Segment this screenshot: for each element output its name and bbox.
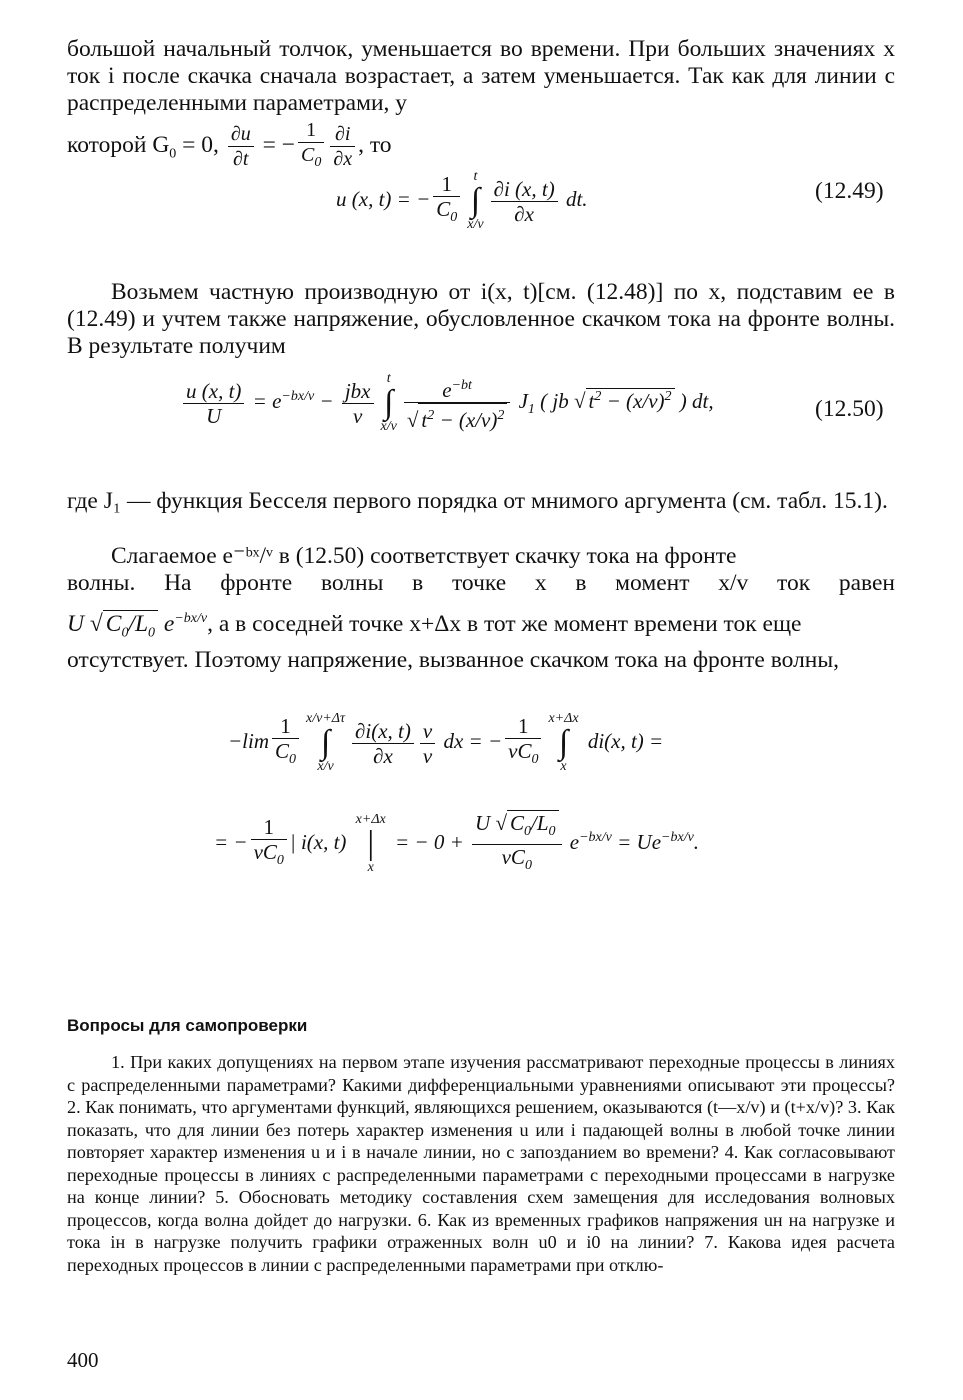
fraction-du-dt: $\frac{\partial u}{\partial t}$ (228, 122, 254, 171)
fraction-v-over-v: $\frac{v}{v}$ (420, 719, 435, 768)
paragraph-front-line3: , а в соседней точке x+Δx в тот же момент времени ток еще (207, 610, 802, 637)
fraction-di-xt-dx: $\frac{\partial i (x, t)}{\partial x}$ (491, 177, 558, 226)
equation-number-12-50: (12.50) (815, 396, 884, 422)
fraction-one-over-vc0: $\frac{1}{vC_0}$ (251, 815, 287, 873)
formula-current-at-front: U √ $C_0/L_0$ $e^{-bx/v}$ (67, 611, 207, 637)
fraction-u-sqrt-over-vc0: $\frac{U √ C_0/L_0}{vC_0}$ (472, 810, 561, 878)
fraction-di-xt-dx: $\frac{\partial i(x, t)}{\partial x}$ (352, 719, 414, 768)
questions-body: 1. При каких допущениях на первом этапе изучения рассматривают переходные процессы в линиях с распределенными параметрами? Какими дифференциальными уравнениями описывают эти процессы? 2. Как понимать, что аргументами функций, являющихся решением, оказываются (t—x/v) и (t+x/v)? 3. Как показать, что для линии без потерь характер изменения u или i падающей волны в любой точке линии повторяет характер изменения u и i в начале линии, но с запозданием во времени? 4. Как согласовывают переходные процессы в линиях с распределенными параметрами с переходными процессами в нагрузке на конце линии? 5. Обосновать методику составления схем замещения для исследования волновых процессов, когда волна дойдет до нагрузки. 6. Как из временных графиков напряжения uн на нагрузке и тока iн в нагрузке получить графики отраженных волн u0 и i0 на линии? 7. Какова идея расчета переходных процессов в линии с распределенными параметрами при отклю- (67, 1052, 895, 1275)
paragraph-intro-text: большой начальный толчок, уменьшается во времени. При больших значениях x ток i после скачка сначала возрастает, а затем уменьшается. Так как для линии с распределенными параметрами, у (67, 36, 895, 116)
paragraph-bessel (67, 488, 895, 515)
fraction-one-over-c0: $\frac{1}{C_0}$ (298, 118, 324, 175)
paragraph-intro-tail: которой $G_0 = 0$, $\frac{\partial u}{\partial t}$ = − $\frac{1}{C_0}$ $\frac{\partial i}{\partial x}$ , то (67, 118, 895, 175)
paragraph-front-line1: Слагаемое e⁻ᵇˣ/ᵛ в (12.50) соответствует скачку тока на фронте (111, 543, 737, 569)
questions-text (67, 1051, 895, 1276)
paragraph-bessel-text: где J₁ — функция Бесселя первого порядка от мнимого аргумента (см. табл. 15.1). (67, 488, 888, 514)
fraction-jbx-over-v: $\frac{\text{jbx}}{v}$ (342, 379, 374, 428)
integral-sign: t ∫ x/v (380, 371, 397, 434)
integral-sign: x/v+Δτ ∫ x/v (306, 711, 346, 774)
text-which-g: которой G (67, 131, 170, 158)
section-heading-questions: Вопросы для самопроверки (67, 1016, 308, 1035)
fraction-one-over-c0: $\frac{1}{C_0}$ (272, 714, 299, 772)
fraction-exp-over-sqrt: $\frac{e^{-bt}}{√ t^2 - (x/v)^2}$ (404, 374, 511, 432)
fraction-di-dx: $\frac{\partial i}{\partial x}$ (330, 122, 355, 171)
paragraph-front (67, 543, 895, 674)
integral-sign: x+Δx ∫ x (548, 711, 579, 774)
page-number: 400 (67, 1348, 99, 1372)
text-equals-zero: = 0, (176, 131, 225, 158)
evaluation-bar: x+Δx | x (355, 812, 386, 876)
integral-sign: t ∫ x/v (467, 169, 484, 232)
paragraph-derivative (67, 279, 895, 360)
paragraph-front-line2: волны. На фронте волны в точке x в момент x/v ток равен (67, 570, 895, 596)
paragraph-intro (67, 36, 895, 117)
equation-limit-line2: = − $\frac{1}{vC_0}$ | i(x, t) x+Δx | x = − 0 + $\frac{U √ C_0/L_0}{vC_0}$ $e^{-bx/v} = Ue^{-bx/v}$. (214, 810, 699, 878)
equation-12-49: u (x, t) = − $\frac{1}{C_0}$ t ∫ x/v $\frac{\partial i (x, t)}{\partial x}$ dt. (336, 169, 588, 232)
fraction-one-over-c0: $\frac{1}{C_0}$ (433, 172, 460, 230)
paragraph-derivative-text: Возьмем частную производную от i(x, t)[см. (12.48)] по x, подставим ее в (12.49) и учтем также напряжение, обусловленное скачком тока на фронте волны. В результате получим (67, 279, 895, 359)
fraction-one-over-vc0: $\frac{1}{vC_0}$ (505, 714, 541, 772)
paragraph-front-line4: отсутствует. Поэтому напряжение, вызванное скачком тока на фронте волны, (67, 646, 840, 673)
fraction-u-over-U: $\frac{u (x, t)}{U}$ (183, 379, 244, 428)
equation-12-50: $\frac{u (x, t)}{U}$ = $e^{-bx/v}$ − $\frac{\text{jbx}}{v}$ t ∫ x/v $\frac{e^{-bt}}{√ t^2 - (x/v)^2}$ $J_1$ ( jb √ $t^2 - (x/v)^2$ ) dt, (180, 372, 714, 434)
equation-number-12-49: (12.49) (815, 178, 884, 204)
text-then: , то (358, 131, 392, 158)
equation-limit-line1: −lim $\frac{1}{C_0}$ x/v+Δτ ∫ x/v $\frac{\partial i(x, t)}{\partial x}$ $\frac{v}{v}$ dx = − $\frac{1}{vC_0}$ x+Δx ∫ x di(x, t) = (228, 711, 664, 774)
